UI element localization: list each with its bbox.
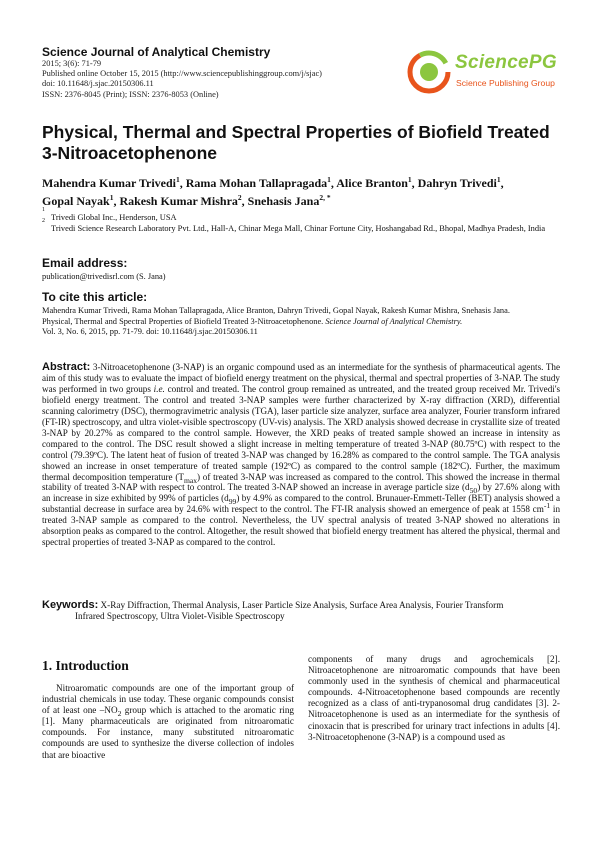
- subscript: 2: [117, 709, 122, 719]
- author-affiliation-mark: 2, *: [319, 193, 331, 202]
- author-separator: ,: [411, 176, 418, 190]
- abstract-text: ) by 27.6% along with an increase in size exhibited by 99% of particles (d: [42, 482, 560, 504]
- affiliation-text: Trivedi Global Inc., Henderson, USA: [51, 213, 177, 222]
- citation-block: [42, 306, 562, 338]
- author-list: [42, 174, 562, 210]
- abstract-label: Abstract:: [42, 361, 91, 373]
- citation-authors: Mahendra Kumar Trivedi, Rama Mohan Tallapragada, Alice Branton, Dahryn Trivedi, Gopal Nayak, Rakesh Kumar Mishra, Snehasis Jana.: [42, 306, 510, 315]
- subscript: max: [183, 475, 198, 485]
- keywords-text: X-Ray Diffraction, Thermal Analysis, Laser Particle Size Analysis, Surface Area Analysis, Fourier Transform: [100, 600, 504, 610]
- author-separator: ,: [500, 176, 504, 190]
- author-separator: ,: [113, 194, 120, 208]
- keywords-label: Keywords:: [42, 599, 99, 611]
- body-text: Nitroaromatic compounds are one of the important group of industrial chemicals in use today. These organic compounds consist of at least one –NO: [42, 683, 294, 716]
- citation-heading: To cite this article:: [42, 290, 148, 304]
- abstract-text: i.e.: [153, 383, 165, 394]
- keywords-line-1: [42, 600, 560, 611]
- journal-header: [42, 45, 412, 100]
- journal-name: Science Journal of Analytical Chemistry: [42, 45, 271, 59]
- keywords: [42, 600, 560, 622]
- author: Snehasis Jana: [247, 194, 320, 208]
- superscript: -1: [543, 501, 551, 511]
- intro-column-right: components of many drugs and agrochemicals [2]. Nitroacetophenone are nitroaromatic compounds that have been commonly used in the synthesis of chemical and pharmaceutical compounds. 4-Nitroacetophenone based compounds are recently recognized as a class of anti-trypanosomal drug candidates [3]. 2-Nitroacetophenone is used as an intermediate for the synthesis of cinoxacin that is prescribed for urinary tract infections in adults [4]. 3-Nitroacetophenone (3-NAP) is a compound used as: [308, 654, 560, 742]
- author-separator: ,: [179, 176, 186, 190]
- author-separator: ,: [330, 176, 337, 190]
- section-heading: 1. Introduction: [42, 658, 129, 673]
- issn-line: ISSN: 2376-8045 (Print); ISSN: 2376-8053 (Online): [42, 89, 219, 99]
- author: Rama Mohan Tallapragada: [185, 176, 328, 190]
- abstract-text: control and treated. The control group remained as untreated, and the treated group received Mr. Trivedi's biofield energy treatment. The control and treated 3-NAP samples were further characterized by X-ray diffraction (XRD), differential scanning calorimetry (DSC), thermogravimetric analysis (TGA), laser particle size analyzer, surface area analyzer, Fourier transform infrared (FT-IR) spectroscopy, and ultra violet-visible spectroscopy (UV-vis) analysis. The XRD analysis showed decrease in crystallite size of treated 3-NAP by 20.27% as compared to the control sample. However, the XRD peaks of treated sample showed an increase in intensity as compared to the control. The DSC result showed a slight increase in melting temperature of treated 3-NAP (80.75ºC) with respect to the control (79.39ºC). The latent heat of fusion of treated 3-NAP was changed by 16.28% as compared to the control sample. The TGA analysis showed an increase in onset temperature of treated sample (192ºC) as compared to the control sample (182ºC). Further, the maximum thermal decomposition temperature (T: [42, 383, 561, 482]
- email-heading: Email address:: [42, 256, 128, 270]
- logo-name: SciencePG: [455, 52, 557, 73]
- author: Alice Branton: [336, 176, 408, 190]
- abstract-text: ) of treated 3-NAP was increased as compared to the control. This showed the increase in thermal stability of treated 3-NAP with respect to control. The treated 3-NAP showed an increase in average particle size (d: [42, 471, 560, 493]
- abstract: [42, 362, 560, 548]
- intro-column-left: [42, 683, 294, 761]
- citation-volume: Vol. 3, No. 6, 2015, pp. 71-79. doi: 10.11648/j.sjac.20150306.11: [42, 327, 258, 336]
- author: Mahendra Kumar Trivedi: [42, 176, 177, 190]
- keywords-line-2: Infrared Spectroscopy, Ultra Violet-Visible Spectroscopy: [75, 611, 285, 621]
- author-affiliation-mark: 1: [407, 175, 412, 184]
- journal-issue: 2015; 3(6): 71-79: [42, 59, 102, 68]
- paper-title: Physical, Thermal and Spectral Properties of Biofield Treated 3-Nitroacetophenone: [42, 122, 550, 163]
- author: Rakesh Kumar Mishra: [119, 194, 238, 208]
- published-line: Published online October 15, 2015 (http://www.sciencepublishinggroup.com/j/sjac): [42, 69, 322, 79]
- author-separator: ,: [241, 194, 248, 208]
- author-affiliation-mark: 2: [237, 193, 242, 202]
- affiliations: [42, 207, 562, 234]
- author-affiliation-mark: 1: [327, 175, 331, 184]
- body-text: group which is attached to the aromatic ring [1]. Many pharmaceuticals are originated from nitroaromatic compounds. For instance, many substituted nitroaromatic compounds are used to synthesize the diverse collection of indoles that are bioactive: [42, 705, 295, 760]
- subscript: 99: [228, 497, 237, 507]
- abstract-text: 3-Nitroacetophenone (3-NAP) is an organic compound used as an intermediate for the synthesis of pharmaceutical agents. The aim of this study was to evaluate the impact of biofield energy treatment on the physical, thermal and spectral properties of 3-NAP. The study was performed in two groups: [42, 362, 561, 394]
- affiliation-2: 2 Trivedi Science Research Laboratory Pvt. Ltd., Hall-A, Chinar Mega Mall, Chinar Fortune City, Hoshangabad Rd., Bhopal, Madhya Pradesh, India: [42, 218, 546, 233]
- abstract-text: ) by 4.9% as compared to the control. Brunauer-Emmett-Teller (BET) analysis showed a substantial decrease in surface area by 24.6% with respect to the control. The FT-IR analysis showed an emergence of peak at 1558 cm: [42, 493, 561, 515]
- doi-line: doi: 10.11648/j.sjac.20150306.11: [42, 79, 154, 89]
- abstract-text: in treated 3-NAP sample as compared to the control. Nevertheless, the UV spectral analysis of treated 3-NAP showed no alterations in absorption peaks as compared to the control. Altogether, the result showed that biofield energy treatment has altered the physical, thermal and spectral properties of treated 3-NAP as compared to the control.: [42, 504, 561, 548]
- author: Gopal Nayak: [42, 194, 110, 208]
- author-affiliation-mark: 1: [496, 175, 501, 184]
- affiliation-text: Trivedi Science Research Laboratory Pvt. Ltd., Hall-A, Chinar Mega Mall, Chinar Fortune City, Hoshangabad Rd., Bhopal, Madhya Pradesh, India: [51, 224, 546, 233]
- subscript: 50: [469, 486, 478, 496]
- author-affiliation-mark: 1: [109, 193, 114, 202]
- affiliation-1: 1 Trivedi Global Inc., Henderson, USA: [42, 207, 177, 222]
- author: Dahryn Trivedi: [417, 176, 497, 190]
- citation-title: Physical, Thermal and Spectral Properties of Biofield Treated 3-Nitroacetophenone.: [42, 316, 324, 326]
- author-affiliation-mark: 1: [176, 175, 180, 184]
- logo-subtitle: Science Publishing Group: [456, 78, 555, 88]
- citation-journal: Science Journal of Analytical Chemistry.: [325, 316, 463, 326]
- citation-title-line: [42, 317, 562, 328]
- email-address-link[interactable]: publication@trivedisrl.com (S. Jana): [42, 272, 166, 281]
